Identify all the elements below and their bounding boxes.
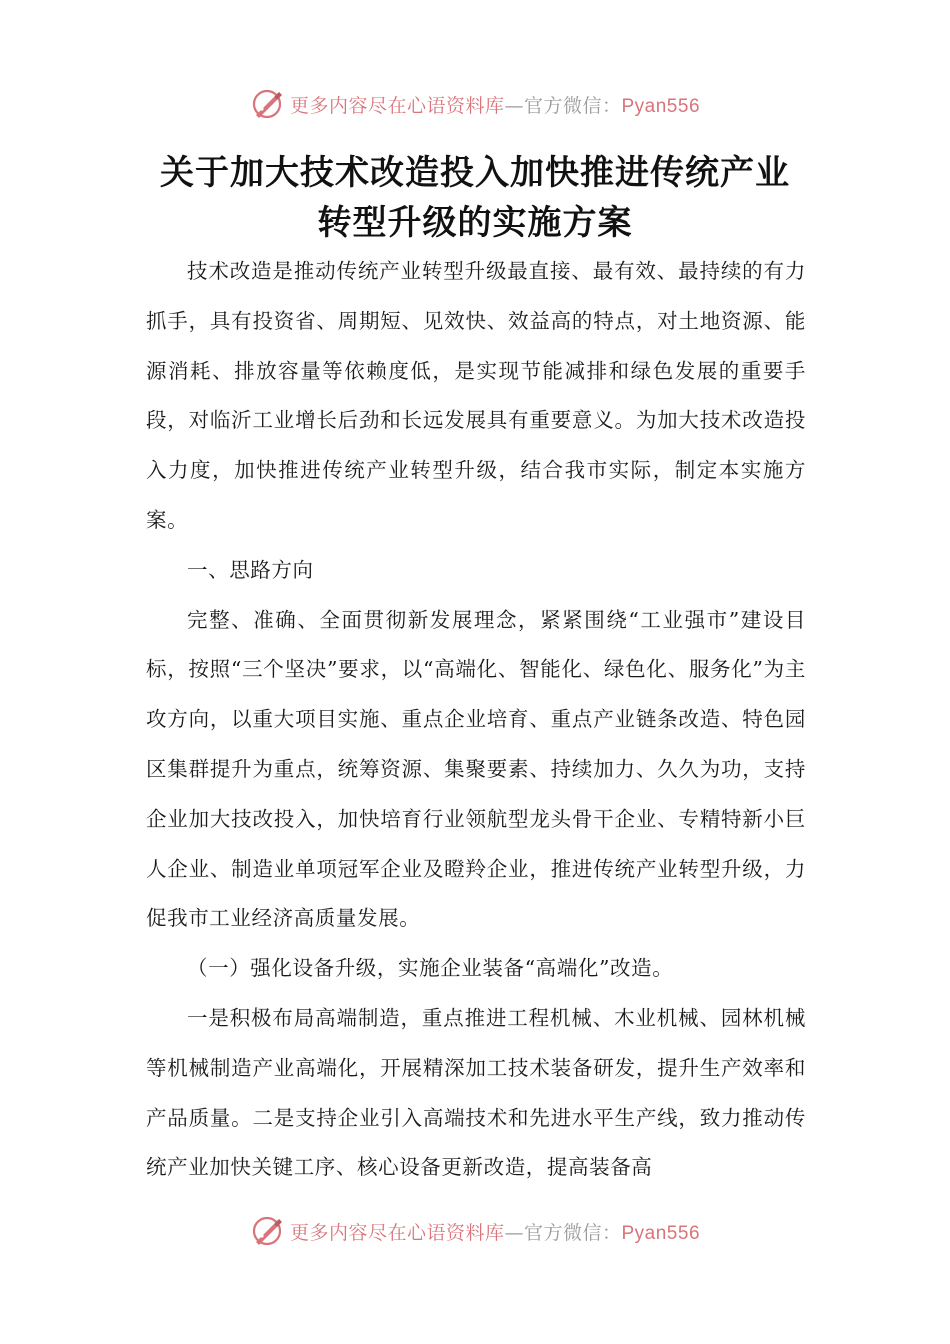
paragraph-approach: 完整、准确、全面贯彻新发展理念，紧紧围绕“工业强市”建设目标，按照“三个坚决”要求，以“高端化、智能化、绿色化、服务化”为主攻方向，以重大项目实施、重点企业培育、重点产业链条改造、特色园区集群提升为重点，统筹资源、集聚要素、持续加力、久久为功，支持企业加大技改投入，加快培育行业领航型龙头骨干企业、专精特新小巨人企业、制造业单项冠军企业及瞪羚企业，推进传统产业转型升级，力促我市工业经济高质量发展。 [146, 607, 806, 931]
document-title [0, 148, 950, 248]
watermark-id: Pyan556 [621, 95, 701, 117]
title-line-1: 关于加大技术改造投入加快推进传统产业 [160, 153, 790, 193]
watermark-label: 官方微信： [523, 94, 622, 117]
watermark-id: Pyan556 [621, 1222, 701, 1244]
subsection-heading-1: （一）强化设备升级，实施企业装备“高端化”改造。 [187, 956, 674, 981]
watermark-text [290, 91, 700, 118]
document-body [146, 247, 806, 1193]
watermark-header [0, 84, 950, 124]
watermark-dash: — [504, 94, 524, 117]
pen-logo-icon [250, 1214, 284, 1248]
watermark-main: 更多内容尽在心语资料库 [289, 1221, 505, 1244]
pen-logo-icon [250, 87, 284, 121]
watermark-text [290, 1218, 700, 1245]
paragraph-intro: 技术改造是推动传统产业转型升级最直接、最有效、最持续的有力抓手，具有投资省、周期短、见效快、效益高的特点，对土地资源、能源消耗、排放容量等依赖度低，是实现节能减排和绿色发展的重要手段，对临沂工业增长后劲和长远发展具有重要意义。为加大技术改造投入力度，加快推进传统产业转型升级，结合我市实际，制定本实施方案。 [146, 259, 806, 532]
watermark-footer [0, 1211, 950, 1251]
section-heading-1: 一、思路方向 [187, 557, 314, 582]
paragraph-equipment: 一是积极布局高端制造，重点推进工程机械、木业机械、园林机械等机械制造产业高端化，开展精深加工技术装备研发，提升生产效率和产品质量。二是支持企业引入高端技术和先进水平生产线，致力推动传统产业加快关键工序、核心设备更新改造，提高装备高 [146, 1005, 806, 1180]
watermark-dash: — [504, 1221, 524, 1244]
watermark-main: 更多内容尽在心语资料库 [289, 94, 505, 117]
watermark-label: 官方微信： [523, 1221, 622, 1244]
title-line-2: 转型升级的实施方案 [317, 203, 633, 243]
